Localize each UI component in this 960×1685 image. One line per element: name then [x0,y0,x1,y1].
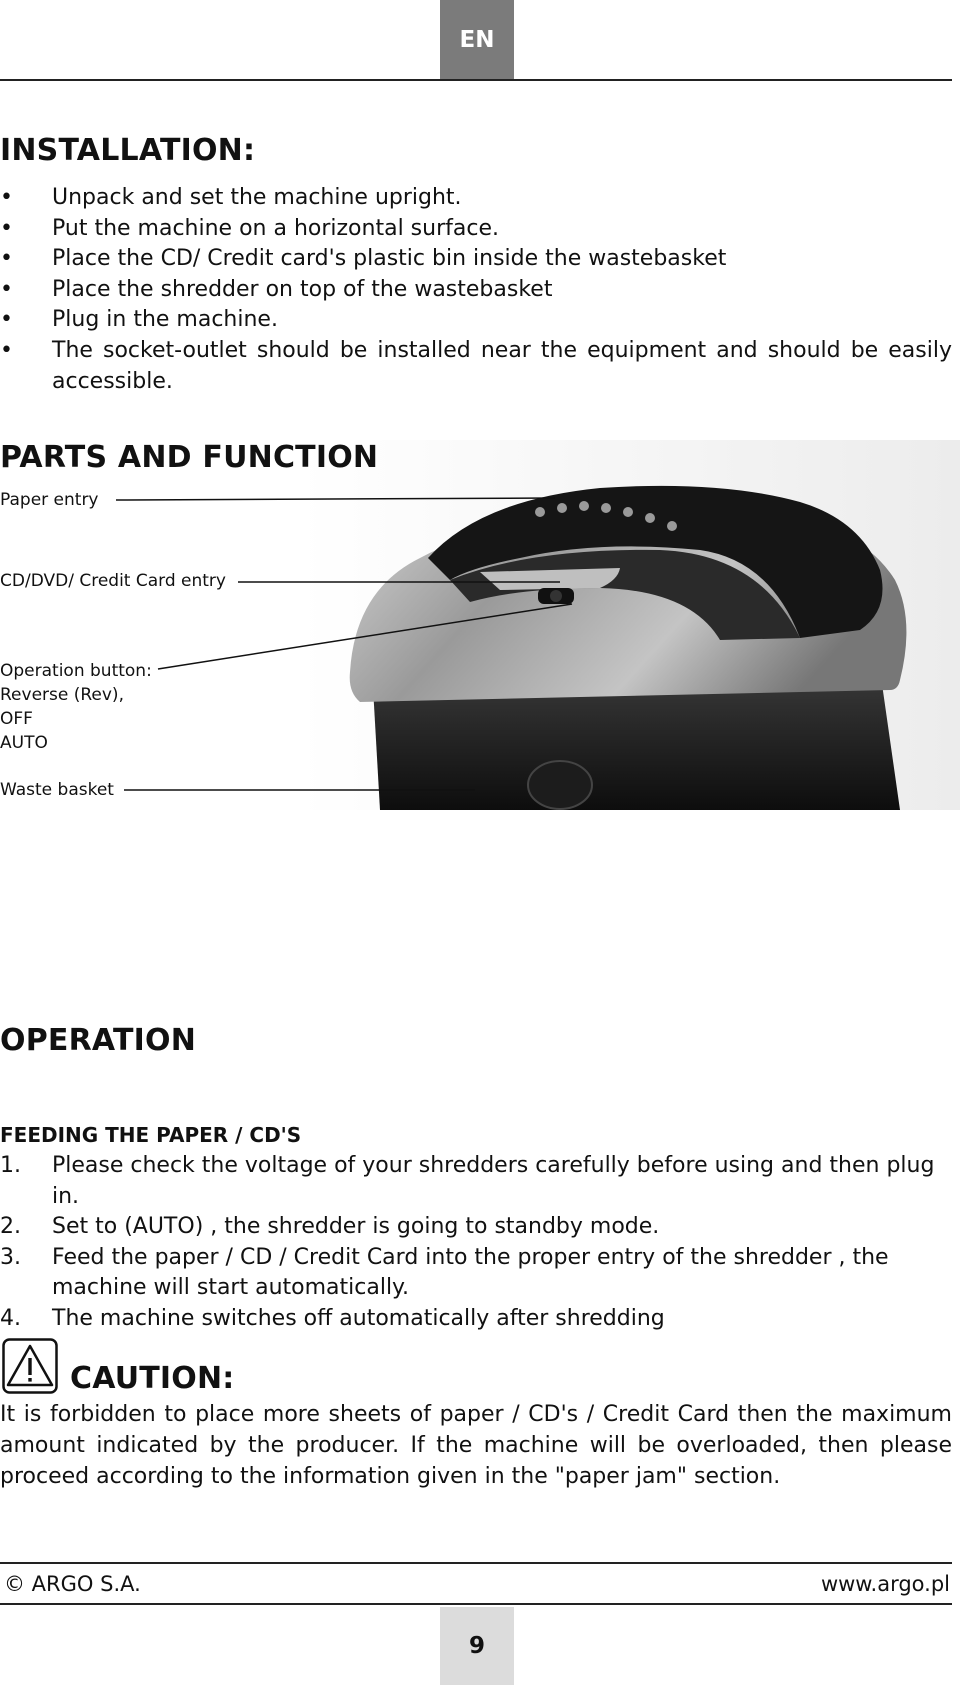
footer-rule-bottom [0,1603,952,1605]
installation-item: • Plug in the machine. [0,307,278,333]
label-reverse: Reverse (Rev), [0,685,124,705]
installation-item: • Place the shredder on top of the wastebasket [0,276,553,302]
installation-item: • Place the CD/ Credit card's plastic bin inside the wastebasket [0,246,727,272]
caution-heading: CAUTION: [70,1361,235,1396]
label-waste-basket: Waste basket [0,780,114,800]
caution-text: It is forbidden to place more sheets of paper / CD's / Credit Card then the maximum amount indicated by the producer. If the machine will be overloaded, then please proceed according to the information given in the "paper jam" section. [0,1402,952,1489]
copyright: © ARGO S.A. [4,1572,141,1596]
label-off: OFF [0,709,33,729]
website-link[interactable]: www.argo.pl [820,1572,950,1596]
warning-icon [2,1338,58,1394]
installation-item: • Unpack and set the machine upright. [0,185,462,210]
operation-steps [0,1151,952,1335]
label-auto: AUTO [0,733,48,753]
footer-rule-top [0,1562,952,1564]
operation-step: 1. Please check the voltage of your shredders carefully before using and then plug in. [0,1153,935,1209]
installation-item: • Put the machine on a horizontal surface. [0,215,499,241]
operation-step: 4. The machine switches off automatically after shredding [0,1305,665,1331]
installation-item: • The socket-outlet should be installed near the equipment and should be easily accessible. [0,337,952,394]
label-cd-entry: CD/DVD/ Credit Card entry [0,571,226,591]
parts-heading: PARTS AND FUNCTION [0,440,379,475]
page-number: 9 [440,1607,514,1685]
header-rule [0,79,952,81]
operation-step: 2. Set to (AUTO) , the shredder is going to standby mode. [0,1214,660,1240]
language-tab: EN [440,0,514,80]
installation-heading: INSTALLATION: [0,133,256,168]
feeding-subheading: FEEDING THE PAPER / CD'S [0,1123,302,1147]
shredder-illustration [300,440,960,810]
label-operation-button: Operation button: [0,661,152,681]
operation-step: 3. Feed the paper / CD / Credit Card into the proper entry of the shredder , the machine will start automatically. [0,1244,889,1301]
installation-list [0,183,952,397]
operation-heading: OPERATION [0,1023,197,1058]
label-paper-entry: Paper entry [0,490,99,510]
